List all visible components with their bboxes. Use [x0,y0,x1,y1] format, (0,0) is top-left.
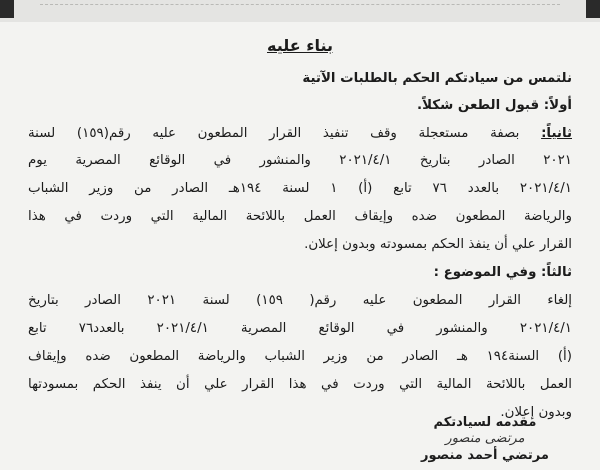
signature-block [400,414,570,464]
third-request-line-3: (أ) السنة١٩٤ هـ الصادر من وزير الشباب والرياضة المطعون ضده وإيقاف [28,349,572,364]
handwritten-signature: مرتضى منصور [445,431,525,446]
second-request-text: بصفة مستعجلة وقف تنفيذ القرار المطعون عليه رقم(١٥٩) لسنة [28,126,520,141]
second-request-line-1 [28,125,572,143]
second-request-line-5: القرار علي أن ينفذ الحكم بمسودته وبدون إعلان. [304,237,572,252]
second-request-line-2: ٢٠٢١ الصادر بتاريخ ٢٠٢١/٤/١ والمنشور في الوقائع المصرية يوم [28,153,572,168]
third-request-line-2: ٢٠٢١/٤/١ والمنشور في الوقائع المصرية ٢٠٢١/٤/١ بالعدد٧٦ تابع [28,321,572,336]
document-title: بناء عليه [267,36,333,55]
second-request-label: ثانياً: [541,126,572,141]
closing-line: مقدمه لسيادتكم [433,415,537,430]
second-request-line-3: ٢٠٢١/٤/١ بالعدد ٧٦ تابع (أ) ١ لسنة ١٩٤هـ الصادر من وزير الشباب [28,181,572,196]
first-request: أولاً: قبول الطعن شكلاً. [417,98,572,113]
signer-name: مرتضي أحمد منصور [421,448,549,463]
third-request-line-1: إلغاء القرار المطعون عليه رقم( ١٥٩) لسنة ٢٠٢١ الصادر بتاريخ [28,293,573,308]
third-request-line-4: العمل باللائحة المالية التي وردت في هذا القرار علي أن ينفذ الحكم بمسودتها [28,377,572,392]
request-heading: نلتمس من سيادتكم الحكم بالطلبات الآتية [302,71,572,86]
second-request-line-4: والرياضة المطعون ضده وإيقاف العمل باللائحة المالية التي وردت في هذا [28,209,572,224]
third-request-line-5: وبدون إعلان. [500,405,572,420]
third-request-heading: ثالثاً: وفي الموضوع : [433,265,572,280]
